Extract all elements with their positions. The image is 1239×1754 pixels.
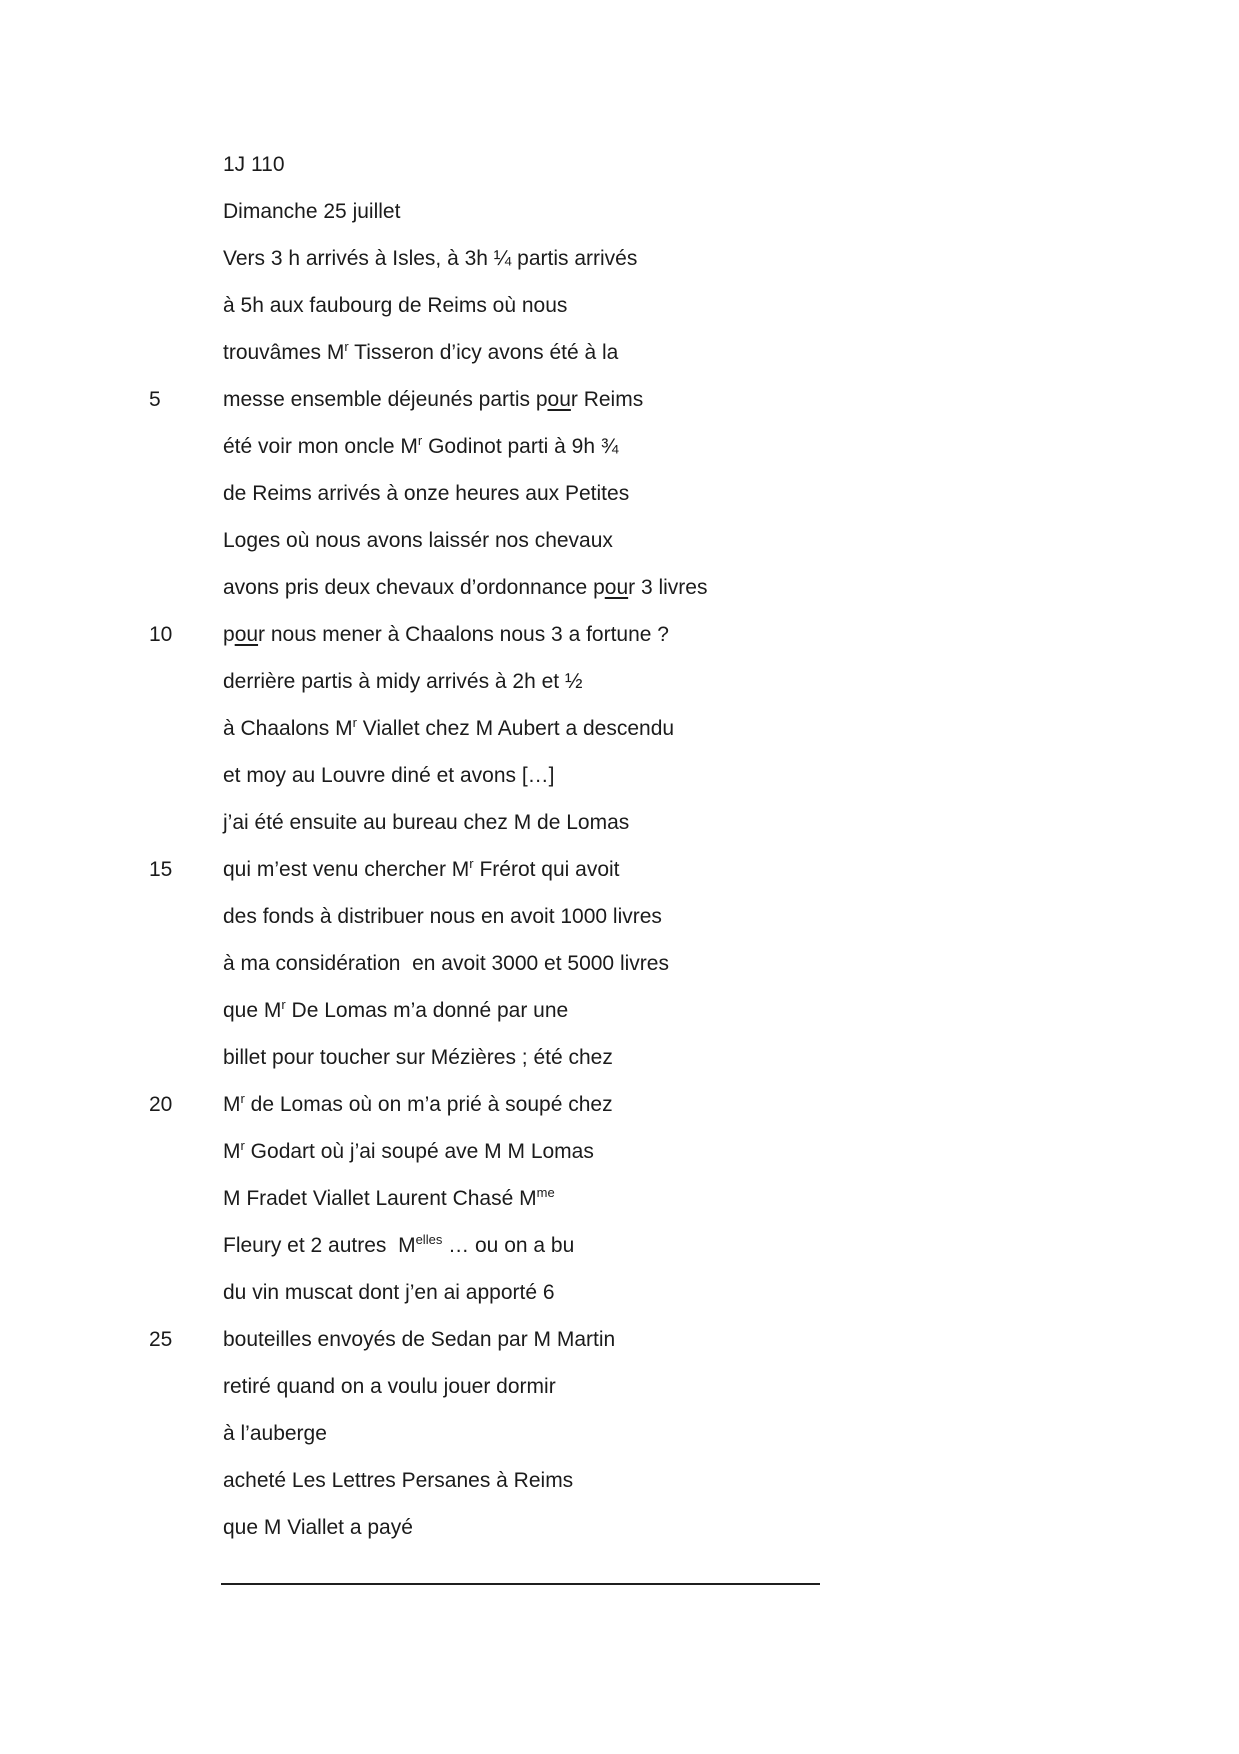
text-run: p <box>223 623 235 646</box>
text-run: que M <box>223 999 282 1022</box>
text-run: de Reims arrivés à onze heures aux Petites <box>223 482 630 505</box>
text-run: trouvâmes M <box>223 341 345 364</box>
text-run: derrière partis à midy arrivés à 2h et ½ <box>223 670 583 693</box>
text-run: Frérot qui avoit <box>473 858 620 881</box>
line-text <box>223 952 669 975</box>
text-run: r nous mener à Chaalons nous 3 a fortune ? <box>258 623 669 646</box>
text-line <box>0 799 1239 846</box>
line-text <box>223 1516 413 1539</box>
text-run: qui m’est venu chercher M <box>223 858 470 881</box>
line-text <box>223 811 629 834</box>
text-line <box>0 846 1239 893</box>
line-number: 10 <box>149 623 173 646</box>
text-run: Dimanche 25 juillet <box>223 200 401 223</box>
line-text <box>223 623 669 646</box>
text-run: r <box>240 1091 245 1106</box>
text-run: bouteilles envoyés de Sedan par M Martin <box>223 1328 616 1351</box>
text-run: été voir mon oncle M <box>223 435 418 458</box>
line-text <box>223 1281 555 1304</box>
text-line <box>0 1269 1239 1316</box>
text-line <box>0 940 1239 987</box>
document-lines <box>0 141 1239 1551</box>
text-run: r <box>240 1138 245 1153</box>
text-run: acheté Les Lettres Persanes à Reims <box>223 1469 574 1492</box>
text-line <box>0 1410 1239 1457</box>
text-line <box>0 329 1239 376</box>
text-line <box>0 282 1239 329</box>
text-run: r Reims <box>570 388 644 411</box>
line-text <box>223 153 285 176</box>
text-run: billet pour toucher sur Mézières ; été chez <box>223 1046 613 1069</box>
text-run: ou <box>604 576 629 599</box>
text-line <box>0 235 1239 282</box>
line-text <box>223 999 568 1022</box>
text-line <box>0 564 1239 611</box>
text-run: r <box>344 339 349 354</box>
text-line <box>0 893 1239 940</box>
text-line <box>0 1504 1239 1551</box>
text-line <box>0 1363 1239 1410</box>
line-text <box>223 388 643 411</box>
line-text <box>223 200 400 223</box>
text-run: de Lomas où on m’a prié à soupé chez <box>244 1093 613 1116</box>
text-run: 1J 110 <box>223 153 285 176</box>
text-line <box>0 1457 1239 1504</box>
text-run: De Lomas m’a donné par une <box>285 999 569 1022</box>
text-run: Godart où j’ai soupé ave M M Lomas <box>244 1140 594 1163</box>
text-run: elles <box>415 1232 443 1247</box>
line-text <box>223 1093 613 1116</box>
line-text <box>223 1140 594 1163</box>
text-line <box>0 1128 1239 1175</box>
text-run: r <box>281 997 286 1012</box>
text-line <box>0 1081 1239 1128</box>
line-text <box>223 341 618 364</box>
text-run: M <box>223 1093 241 1116</box>
text-line <box>0 470 1239 517</box>
text-line <box>0 705 1239 752</box>
text-line <box>0 423 1239 470</box>
text-line <box>0 188 1239 235</box>
text-run: et moy au Louvre diné et avons […] <box>223 764 555 787</box>
line-number: 20 <box>149 1093 173 1116</box>
line-text <box>223 529 613 552</box>
text-line <box>0 141 1239 188</box>
text-run: retiré quand on a voulu jouer dormir <box>223 1375 556 1398</box>
line-text <box>223 1187 555 1210</box>
line-text <box>223 294 567 317</box>
line-text <box>223 435 618 458</box>
text-line <box>0 752 1239 799</box>
line-text <box>223 1422 327 1445</box>
text-run: Tisseron d’icy avons été à la <box>348 341 619 364</box>
line-number: 25 <box>149 1328 173 1351</box>
text-run: à Chaalons M <box>223 717 353 740</box>
text-run: Fleury et 2 autres M <box>223 1234 416 1257</box>
line-text <box>223 1234 574 1257</box>
text-line <box>0 1222 1239 1269</box>
line-text <box>223 1328 615 1351</box>
text-line <box>0 1316 1239 1363</box>
line-text <box>223 717 674 740</box>
text-run: du vin muscat dont j’en ai apporté 6 <box>223 1281 555 1304</box>
text-run: M Fradet Viallet Laurent Chasé M <box>223 1187 537 1210</box>
text-run: r <box>469 856 474 871</box>
line-text <box>223 905 662 928</box>
text-run: r 3 livres <box>628 576 708 599</box>
line-text <box>223 764 555 787</box>
text-run: Loges où nous avons laissér nos chevaux <box>223 529 613 552</box>
line-text <box>223 1469 573 1492</box>
text-run: r <box>352 715 357 730</box>
text-run: à ma considération en avoit 3000 et 5000 livres <box>223 952 669 975</box>
text-run: Godinot parti à 9h ¾ <box>422 435 619 458</box>
text-run: r <box>417 433 423 448</box>
text-run: … ou on a bu <box>442 1234 575 1257</box>
line-number: 15 <box>149 858 173 881</box>
line-text <box>223 482 629 505</box>
text-line <box>0 987 1239 1034</box>
line-text <box>223 670 582 693</box>
text-run: avons pris deux chevaux d’ordonnance p <box>223 576 605 599</box>
text-run: Vers 3 h arrivés à Isles, à 3h ¼ partis arrivés <box>223 247 638 270</box>
text-line <box>0 1034 1239 1081</box>
text-line <box>0 658 1239 705</box>
text-run: des fonds à distribuer nous en avoit 1000 livres <box>223 905 662 928</box>
text-line <box>0 376 1239 423</box>
text-run: à l’auberge <box>223 1422 327 1445</box>
line-text <box>223 1046 613 1069</box>
line-text <box>223 858 620 881</box>
text-run: Viallet chez M Aubert a descendu <box>356 717 675 740</box>
line-text <box>223 1375 556 1398</box>
line-text <box>223 576 707 599</box>
text-line <box>0 611 1239 658</box>
text-run: M <box>223 1140 241 1163</box>
line-number: 5 <box>149 388 161 411</box>
text-run: messe ensemble déjeunés partis p <box>223 388 548 411</box>
text-run: à 5h aux faubourg de Reims où nous <box>223 294 568 317</box>
text-run: ou <box>547 388 571 411</box>
text-run: ou <box>234 623 259 646</box>
line-text <box>223 247 637 270</box>
text-line <box>0 1175 1239 1222</box>
text-run: que M Viallet a payé <box>223 1516 413 1539</box>
text-run: me <box>536 1185 555 1200</box>
text-run: j’ai été ensuite au bureau chez M de Lomas <box>223 811 630 834</box>
divider-line <box>221 1583 820 1585</box>
text-line <box>0 517 1239 564</box>
